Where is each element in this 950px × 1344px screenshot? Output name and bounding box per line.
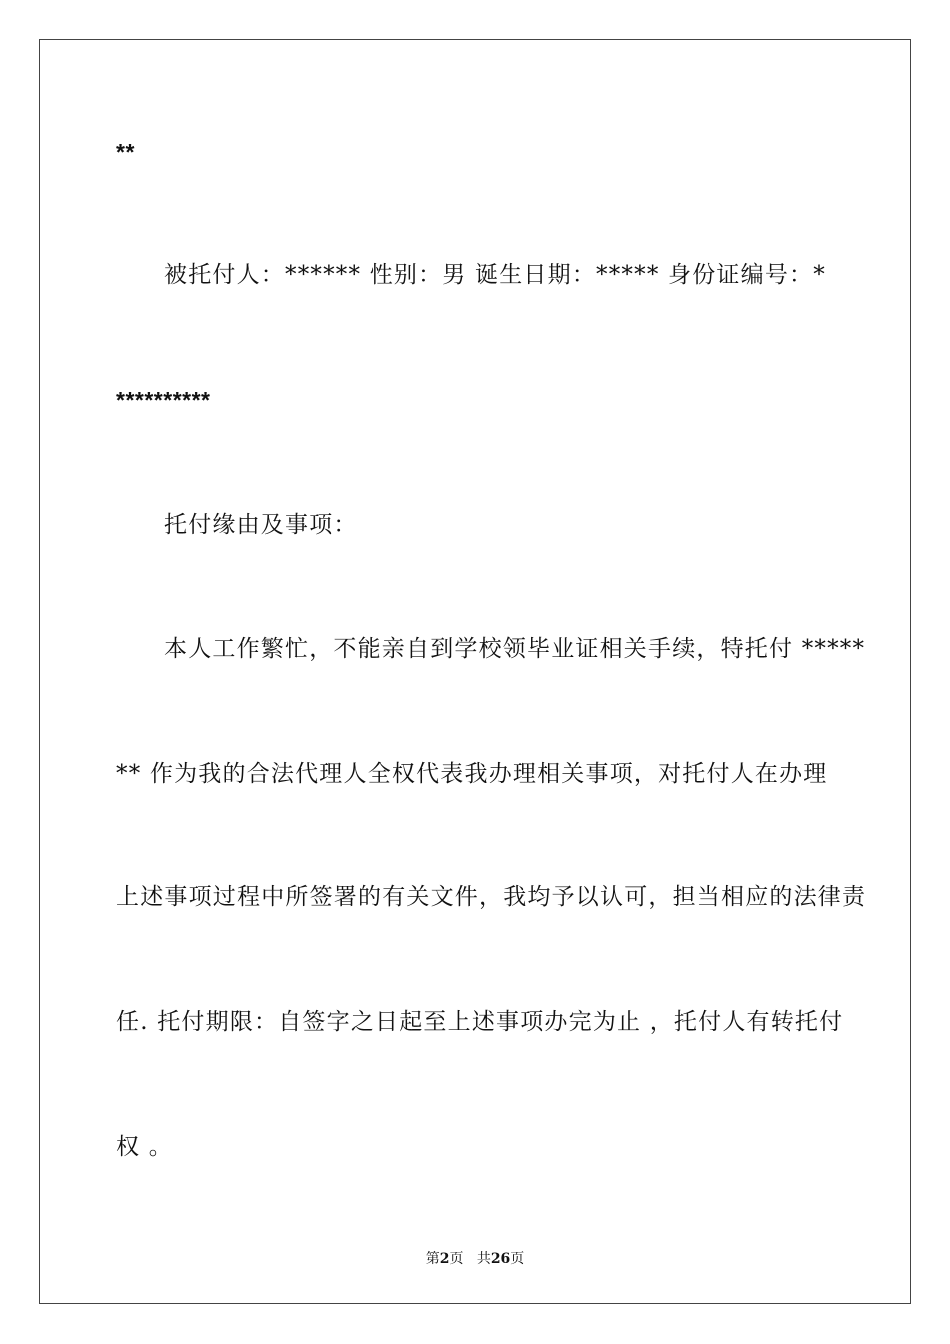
section-heading: 托付缘由及事项： [164, 512, 358, 538]
footer-page-number: 2 [439, 1251, 450, 1267]
page-border [39, 39, 911, 1304]
body-line-9: 权 。 [116, 1134, 173, 1160]
page-footer [0, 1248, 950, 1268]
body-line-3: ********** [116, 387, 211, 413]
principal-info-line: 被托付人：****** 性别：男 诞生日期：***** 身份证编号：* [164, 262, 826, 288]
footer-page-prefix: 第 [425, 1251, 440, 1267]
footer-total-pages: 26 [490, 1251, 511, 1267]
body-line-8: 任. 托付期限：自签字之日起至上述事项办完为止 ，托付人有转托付 [116, 1009, 844, 1035]
body-line-1: ** [116, 139, 135, 165]
body-line-7: 上述事项过程中所签署的有关文件，我均予以认可，担当相应的法律责 [116, 884, 867, 910]
body-line-5: 本人工作繁忙，不能亲自到学校领毕业证相关手续，特托付 ***** [164, 636, 866, 662]
body-line-6: ** 作为我的合法代理人全权代表我办理相关事项，对托付人在办理 [116, 761, 828, 787]
footer-total-suffix: 页 [510, 1251, 525, 1267]
footer-page-suffix: 页 [449, 1251, 464, 1267]
footer-total-prefix: 共 [476, 1251, 491, 1267]
